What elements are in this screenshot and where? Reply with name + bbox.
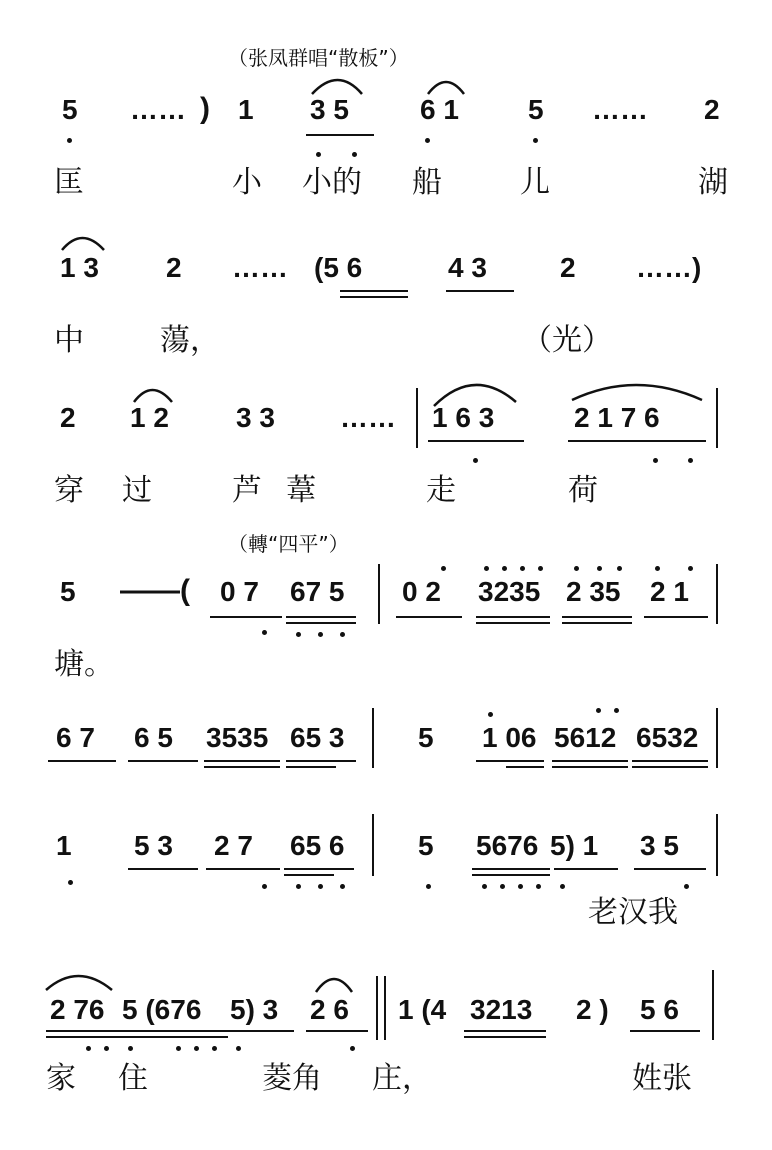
octave-dot	[128, 1046, 133, 1051]
note-group: 2	[560, 252, 576, 283]
octave-dot	[574, 566, 579, 571]
octave-dot	[104, 1046, 109, 1051]
octave-dot	[684, 884, 689, 889]
note-group: 5 3	[134, 830, 173, 861]
octave-dot	[688, 566, 693, 571]
note-group: 2 7	[214, 830, 253, 861]
lyric: 住	[118, 1061, 148, 1096]
underline	[472, 868, 550, 870]
note-group: 2 35	[566, 576, 621, 607]
barline	[716, 388, 718, 448]
octave-dot	[194, 1046, 199, 1051]
note-group: 3 5	[310, 94, 349, 125]
lyric: 荷	[568, 473, 598, 508]
underline	[286, 616, 356, 618]
barline	[716, 564, 718, 624]
note-group: 5	[418, 830, 434, 861]
octave-dot	[653, 458, 658, 463]
underline	[284, 868, 354, 870]
note-group: 3 5	[640, 830, 679, 861]
paren: )	[200, 92, 210, 125]
lyric: 船	[412, 165, 442, 200]
slur-arc	[312, 80, 362, 94]
underline	[568, 440, 706, 442]
note-group: 1	[238, 94, 254, 125]
underline	[644, 616, 708, 618]
barline	[384, 976, 386, 1040]
note-group: 6 1	[420, 94, 459, 125]
octave-dot	[538, 566, 543, 571]
lyric: 湖	[698, 165, 728, 200]
underline	[476, 760, 544, 762]
underline	[464, 1036, 546, 1038]
underline	[476, 616, 550, 618]
note-group: 1 3	[60, 252, 99, 283]
octave-dot	[482, 884, 487, 889]
note-group: 2 1	[650, 576, 689, 607]
underline	[284, 874, 334, 876]
underline	[562, 616, 632, 618]
note-group: 3235	[478, 576, 541, 607]
octave-dot	[488, 712, 493, 717]
octave-dot	[655, 566, 660, 571]
note-group: 6 7	[56, 722, 95, 753]
slur-arc	[46, 976, 112, 990]
note-group: 0 2	[402, 576, 441, 607]
octave-dot	[86, 1046, 91, 1051]
octave-dot	[520, 566, 525, 571]
underline	[396, 616, 462, 618]
octave-dot	[318, 632, 323, 637]
underline	[228, 1030, 294, 1032]
lyric: 蕩，	[160, 323, 220, 358]
underline	[562, 622, 632, 624]
note-group: 3 3	[236, 402, 275, 433]
note-group: 2 )	[576, 994, 609, 1025]
slur-arc	[62, 238, 104, 250]
underline	[634, 868, 706, 870]
barline	[378, 564, 380, 624]
lyric: 老汉我	[588, 895, 678, 930]
underline	[48, 760, 116, 762]
underline	[210, 616, 282, 618]
octave-dot	[597, 566, 602, 571]
lyric: 小	[232, 165, 262, 200]
note-group: 2	[60, 402, 76, 433]
underline	[554, 868, 618, 870]
octave-dot	[560, 884, 565, 889]
octave-dot	[484, 566, 489, 571]
barline	[716, 814, 718, 876]
underline	[552, 760, 628, 762]
underline	[204, 766, 280, 768]
underline	[464, 1030, 546, 1032]
note-group: 3213	[470, 994, 533, 1025]
octave-dot	[518, 884, 523, 889]
octave-dot	[68, 880, 73, 885]
note-group: 2	[704, 94, 720, 125]
octave-dot	[614, 708, 619, 713]
annotation-sanban: （张凤群唱“散板”）	[228, 46, 409, 70]
note-group: 5 (676	[122, 994, 202, 1025]
octave-dot	[425, 138, 430, 143]
lyric: 芦	[232, 473, 262, 508]
note-group: 1 06	[482, 722, 537, 753]
slur-arc	[316, 979, 352, 992]
note-group: 5	[528, 94, 544, 125]
lyric: 穿	[54, 473, 84, 508]
note-group: 65 6	[290, 830, 345, 861]
underline	[206, 868, 280, 870]
octave-dot	[262, 630, 267, 635]
note-group: 2	[166, 252, 182, 283]
octave-dot	[688, 458, 693, 463]
note-group: 1 2	[130, 402, 169, 433]
slur-arc	[134, 390, 172, 402]
underline	[340, 296, 408, 298]
octave-dot	[67, 138, 72, 143]
note-group: 5612	[554, 722, 617, 753]
octave-dot	[536, 884, 541, 889]
lyric: （光）	[522, 323, 612, 358]
octave-dot	[473, 458, 478, 463]
note-group: 5 6	[640, 994, 679, 1025]
octave-dot	[426, 884, 431, 889]
octave-dot	[500, 884, 505, 889]
note-group: 65 3	[290, 722, 345, 753]
barline	[372, 814, 374, 876]
underline	[128, 760, 198, 762]
underline	[340, 290, 408, 292]
ellipsis: ……	[592, 94, 648, 125]
octave-dot	[236, 1046, 241, 1051]
annotation-siping: （轉“四平”）	[228, 532, 349, 556]
octave-dot	[352, 152, 357, 157]
note-group: 0 7	[220, 576, 259, 607]
note-group: 2 6	[310, 994, 349, 1025]
lyric: 走	[426, 473, 456, 508]
underline	[632, 766, 708, 768]
octave-dot	[441, 566, 446, 571]
underline	[204, 760, 280, 762]
note-group: 6532	[636, 722, 699, 753]
underline	[46, 1036, 228, 1038]
note-group: 1	[56, 830, 72, 861]
note-group: 5	[60, 576, 76, 607]
underline	[506, 766, 544, 768]
lyric: 过	[122, 473, 152, 508]
underline	[286, 766, 336, 768]
octave-dot	[296, 884, 301, 889]
barline	[716, 708, 718, 768]
note-group: 4 3	[448, 252, 487, 283]
underline	[472, 874, 550, 876]
underline	[428, 440, 524, 442]
underline	[306, 134, 374, 136]
lyric: 中	[54, 323, 84, 358]
note-group: 1 6 3	[432, 402, 495, 433]
octave-dot	[340, 632, 345, 637]
octave-dot	[316, 152, 321, 157]
underline	[632, 760, 708, 762]
lyric: 葦	[286, 473, 316, 508]
octave-dot	[212, 1046, 217, 1051]
ellipsis: ……	[232, 252, 288, 283]
underline	[306, 1030, 368, 1032]
note-group: 6 5	[134, 722, 173, 753]
note-group: 5	[418, 722, 434, 753]
octave-dot	[502, 566, 507, 571]
slur-arc	[428, 82, 464, 94]
note-group: 5) 1	[550, 830, 599, 861]
lyric: 匡	[54, 165, 84, 200]
note-group: 5	[62, 94, 78, 125]
note-group: 5676	[476, 830, 539, 861]
ellipsis: ……	[130, 94, 186, 125]
barline	[416, 388, 418, 448]
octave-dot	[340, 884, 345, 889]
note-group: 67 5	[290, 576, 345, 607]
lyric: 庄，	[372, 1061, 432, 1096]
lyric: 小的	[302, 165, 362, 200]
lyric: 家	[46, 1061, 76, 1096]
barline	[712, 970, 714, 1040]
lyric: 菱角	[262, 1061, 322, 1096]
underline	[128, 868, 198, 870]
note-group: 2 76	[50, 994, 105, 1025]
underline	[46, 1030, 232, 1032]
octave-dot	[318, 884, 323, 889]
lyric: 姓张	[632, 1061, 692, 1096]
octave-dot	[350, 1046, 355, 1051]
lyric: 儿	[520, 165, 550, 200]
note-group: 3535	[206, 722, 269, 753]
note-group: 2 1 7 6	[574, 402, 660, 433]
octave-dot	[296, 632, 301, 637]
underline	[552, 766, 628, 768]
ellipsis: ……)	[636, 252, 702, 283]
barline	[376, 976, 378, 1040]
dash-paren: ——(	[120, 574, 190, 607]
note-group: 5) 3	[230, 994, 279, 1025]
barline	[372, 708, 374, 768]
octave-dot	[596, 708, 601, 713]
note-group: (5 6	[314, 252, 363, 283]
underline	[286, 760, 356, 762]
slur-arc	[572, 385, 702, 400]
octave-dot	[176, 1046, 181, 1051]
underline	[446, 290, 514, 292]
ellipsis: ……	[340, 402, 396, 433]
underline	[630, 1030, 700, 1032]
octave-dot	[533, 138, 538, 143]
underline	[476, 622, 550, 624]
octave-dot	[617, 566, 622, 571]
underline	[286, 622, 356, 624]
octave-dot	[262, 884, 267, 889]
lyric: 塘。	[54, 647, 114, 682]
note-group: 1 (4	[398, 994, 447, 1025]
